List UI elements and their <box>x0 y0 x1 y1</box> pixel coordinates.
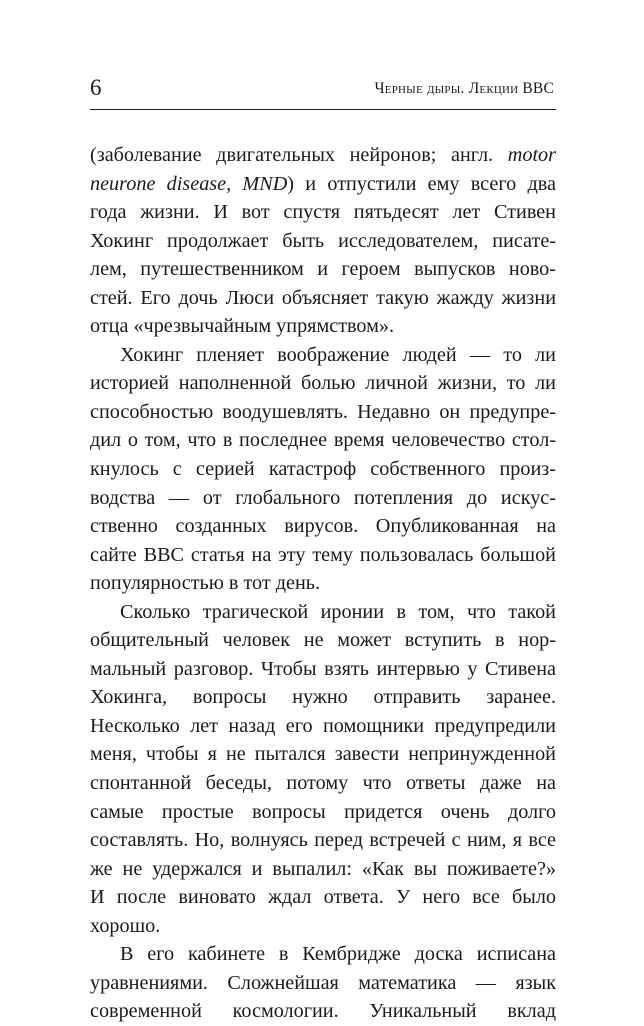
text-line: мальный разговор. Чтобы взять интервью у Стивена <box>90 657 556 680</box>
text-line: историей наполненной болью личной жизни, то ли <box>90 372 556 395</box>
text-line: (заболевание двигательных нейронов; англ. motor <box>90 144 556 166</box>
text-line: сайте BBC статья на эту тему пользовалась большой <box>90 543 556 566</box>
body-text <box>90 141 556 1026</box>
paragraph <box>90 598 556 941</box>
paragraph <box>90 940 556 1026</box>
text-line: Сколько трагической иронии в том, что такой <box>120 600 556 623</box>
running-title: Черные дыры. Лекции BBC <box>374 80 554 97</box>
text-line: же не удержался и выпалил: «Как вы поживаете?» <box>90 857 556 880</box>
paragraph <box>90 141 556 341</box>
text-line: хорошо. <box>90 914 161 937</box>
text-line: составлять. Но, волнуясь перед встречей с ним, я все <box>90 829 556 852</box>
text-line: отца «чрезвычайным упрямством». <box>90 315 395 338</box>
text-line: популярностью в тот день. <box>90 572 320 595</box>
text-line: Хокинг продолжает быть исследователем, писате- <box>90 229 556 252</box>
text-line: спонтанной беседы, потому что ответы даже на <box>90 772 556 795</box>
text-line: способностью воодушевлять. Недавно он предупре- <box>90 400 556 423</box>
text-line: общительный человек не может вступить в нор- <box>90 629 556 652</box>
text-line: Несколько лет назад его помощники предупредили <box>90 714 556 737</box>
text-line: кнулось с серией катастроф собственного произ- <box>90 458 556 481</box>
text-line: neurone disease, MND) и отпустили ему всего два <box>90 172 556 195</box>
text-line: меня, чтобы я не пытался завести непринужденной <box>90 743 556 766</box>
text-line: лем, путешественником и героем выпусков ново- <box>90 258 556 281</box>
text-line: водства — от глобального потепления до искус- <box>90 486 556 509</box>
text-line: года жизни. И вот спустя пятьдесят лет Стивен <box>90 201 556 224</box>
text-line: Хокинга, вопросы нужно отправить заранее. <box>90 686 556 709</box>
text-line: уравнениями. Сложнейшая математика — язык <box>90 971 556 994</box>
text-line: И после виновато ждал ответа. У него все было <box>90 886 556 909</box>
text-line: дил о том, что в последнее время человечество стол- <box>90 429 556 452</box>
text-line: стей. Его дочь Люси объясняет такую жажду жизни <box>90 286 556 309</box>
text-line: самые простые вопросы придется очень долго <box>90 800 556 823</box>
running-head <box>90 74 556 106</box>
text-line: Хокинг пленяет воображение людей — то ли <box>120 343 556 366</box>
header-rule <box>90 109 556 110</box>
text-line: ственно созданных вирусов. Опубликованная на <box>90 515 556 538</box>
text-line: В его кабинете в Кембридже доска исписана <box>120 943 556 966</box>
text-line: современной космологии. Уникальный вклад <box>90 1000 556 1023</box>
page-number: 6 <box>90 75 102 100</box>
paragraph <box>90 341 556 598</box>
